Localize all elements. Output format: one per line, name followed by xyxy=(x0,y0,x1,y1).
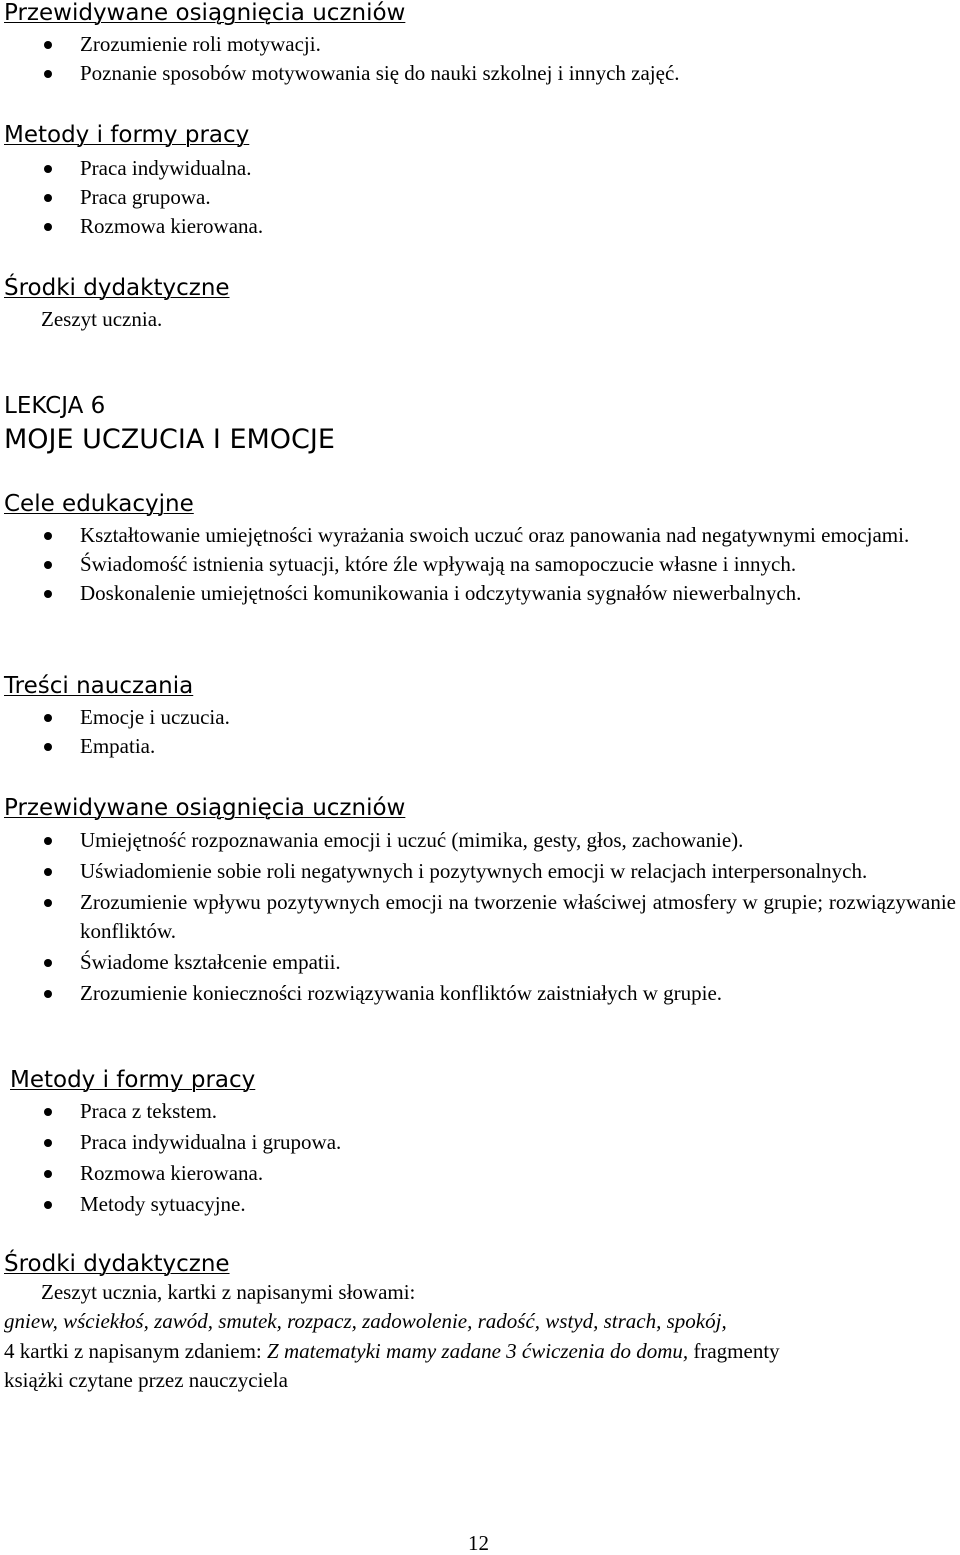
list-item: Doskonalenie umiejętności komunikowania i odczytywania sygnałów niewerbalnych. xyxy=(4,579,956,608)
list-item: Świadomość istnienia sytuacji, które źle wpływają na samopoczucie własne i innych. xyxy=(4,550,956,579)
cards-suffix: fragmenty xyxy=(688,1339,780,1363)
means2-heading: Środki dydaktyczne xyxy=(4,1251,230,1277)
lesson-label: LEKCJA 6 xyxy=(4,393,106,419)
cards-sentence: Z matematyki mamy zadane 3 ćwiczenia do domu, xyxy=(267,1339,689,1363)
list-item: Uświadomienie sobie roli negatywnych i pozytywnych emocji w relacjach interpersonalnych. xyxy=(4,857,956,886)
lesson-title: MOJE UCZUCIA I EMOCJE xyxy=(4,424,335,455)
methods2-list xyxy=(4,1097,956,1219)
methods-heading: Metody i formy pracy xyxy=(4,122,250,148)
goals-heading: Cele edukacyjne xyxy=(4,491,194,517)
list-item: Zrozumienie wpływu pozytywnych emocji na tworzenie właściwej atmosfery w grupie; rozwiązywanie konfliktów. xyxy=(4,888,956,946)
page-number: 12 xyxy=(468,1531,489,1555)
list-item: Emocje i uczucia. xyxy=(4,703,956,732)
list-item: Poznanie sposobów motywowania się do nauki szkolnej i innych zajęć. xyxy=(4,59,956,88)
means2-line1: Zeszyt ucznia, kartki z napisanymi słowami: xyxy=(41,1280,416,1304)
list-item: Umiejętność rozpoznawania emocji i uczuć (mimika, gesty, głos, zachowanie). xyxy=(4,826,956,855)
list-item: Empatia. xyxy=(4,732,956,761)
list-item: Rozmowa kierowana. xyxy=(4,212,956,241)
means2-last-line: książki czytane przez nauczyciela xyxy=(4,1368,288,1392)
outcomes2-heading: Przewidywane osiągnięcia uczniów xyxy=(4,795,406,821)
list-item: Świadome kształcenie empatii. xyxy=(4,948,956,977)
list-item: Praca indywidualna i grupowa. xyxy=(4,1128,956,1157)
list-item: Metody sytuacyjne. xyxy=(4,1190,956,1219)
means-heading: Środki dydaktyczne xyxy=(4,275,230,301)
means-text: Zeszyt ucznia. xyxy=(41,307,163,331)
means2-cards-line xyxy=(4,1337,780,1366)
list-item: Praca z tekstem. xyxy=(4,1097,956,1126)
list-item: Zrozumienie roli motywacji. xyxy=(4,30,956,59)
list-item: Kształtowanie umiejętności wyrażania swoich uczuć oraz panowania nad negatywnymi emocjami. xyxy=(4,521,956,550)
methods2-heading: Metody i formy pracy xyxy=(10,1067,256,1093)
content-list xyxy=(4,703,956,761)
list-item: Praca grupowa. xyxy=(4,183,956,212)
outcomes2-list xyxy=(4,826,956,1008)
content-heading: Treści nauczania xyxy=(4,673,194,699)
goals-list xyxy=(4,521,956,608)
outcomes-list xyxy=(4,30,956,88)
list-item: Rozmowa kierowana. xyxy=(4,1159,956,1188)
list-item: Zrozumienie konieczności rozwiązywania konfliktów zaistniałych w grupie. xyxy=(4,979,956,1008)
list-item: Praca indywidualna. xyxy=(4,154,956,183)
outcomes-heading: Przewidywane osiągnięcia uczniów xyxy=(4,0,406,26)
methods-list xyxy=(4,154,956,241)
cards-prefix: 4 kartki z napisanym zdaniem: xyxy=(4,1339,268,1363)
means2-words: gniew, wściekłoś, zawód, smutek, rozpacz, zadowolenie, radość, wstyd, strach, spokój, xyxy=(4,1309,727,1333)
